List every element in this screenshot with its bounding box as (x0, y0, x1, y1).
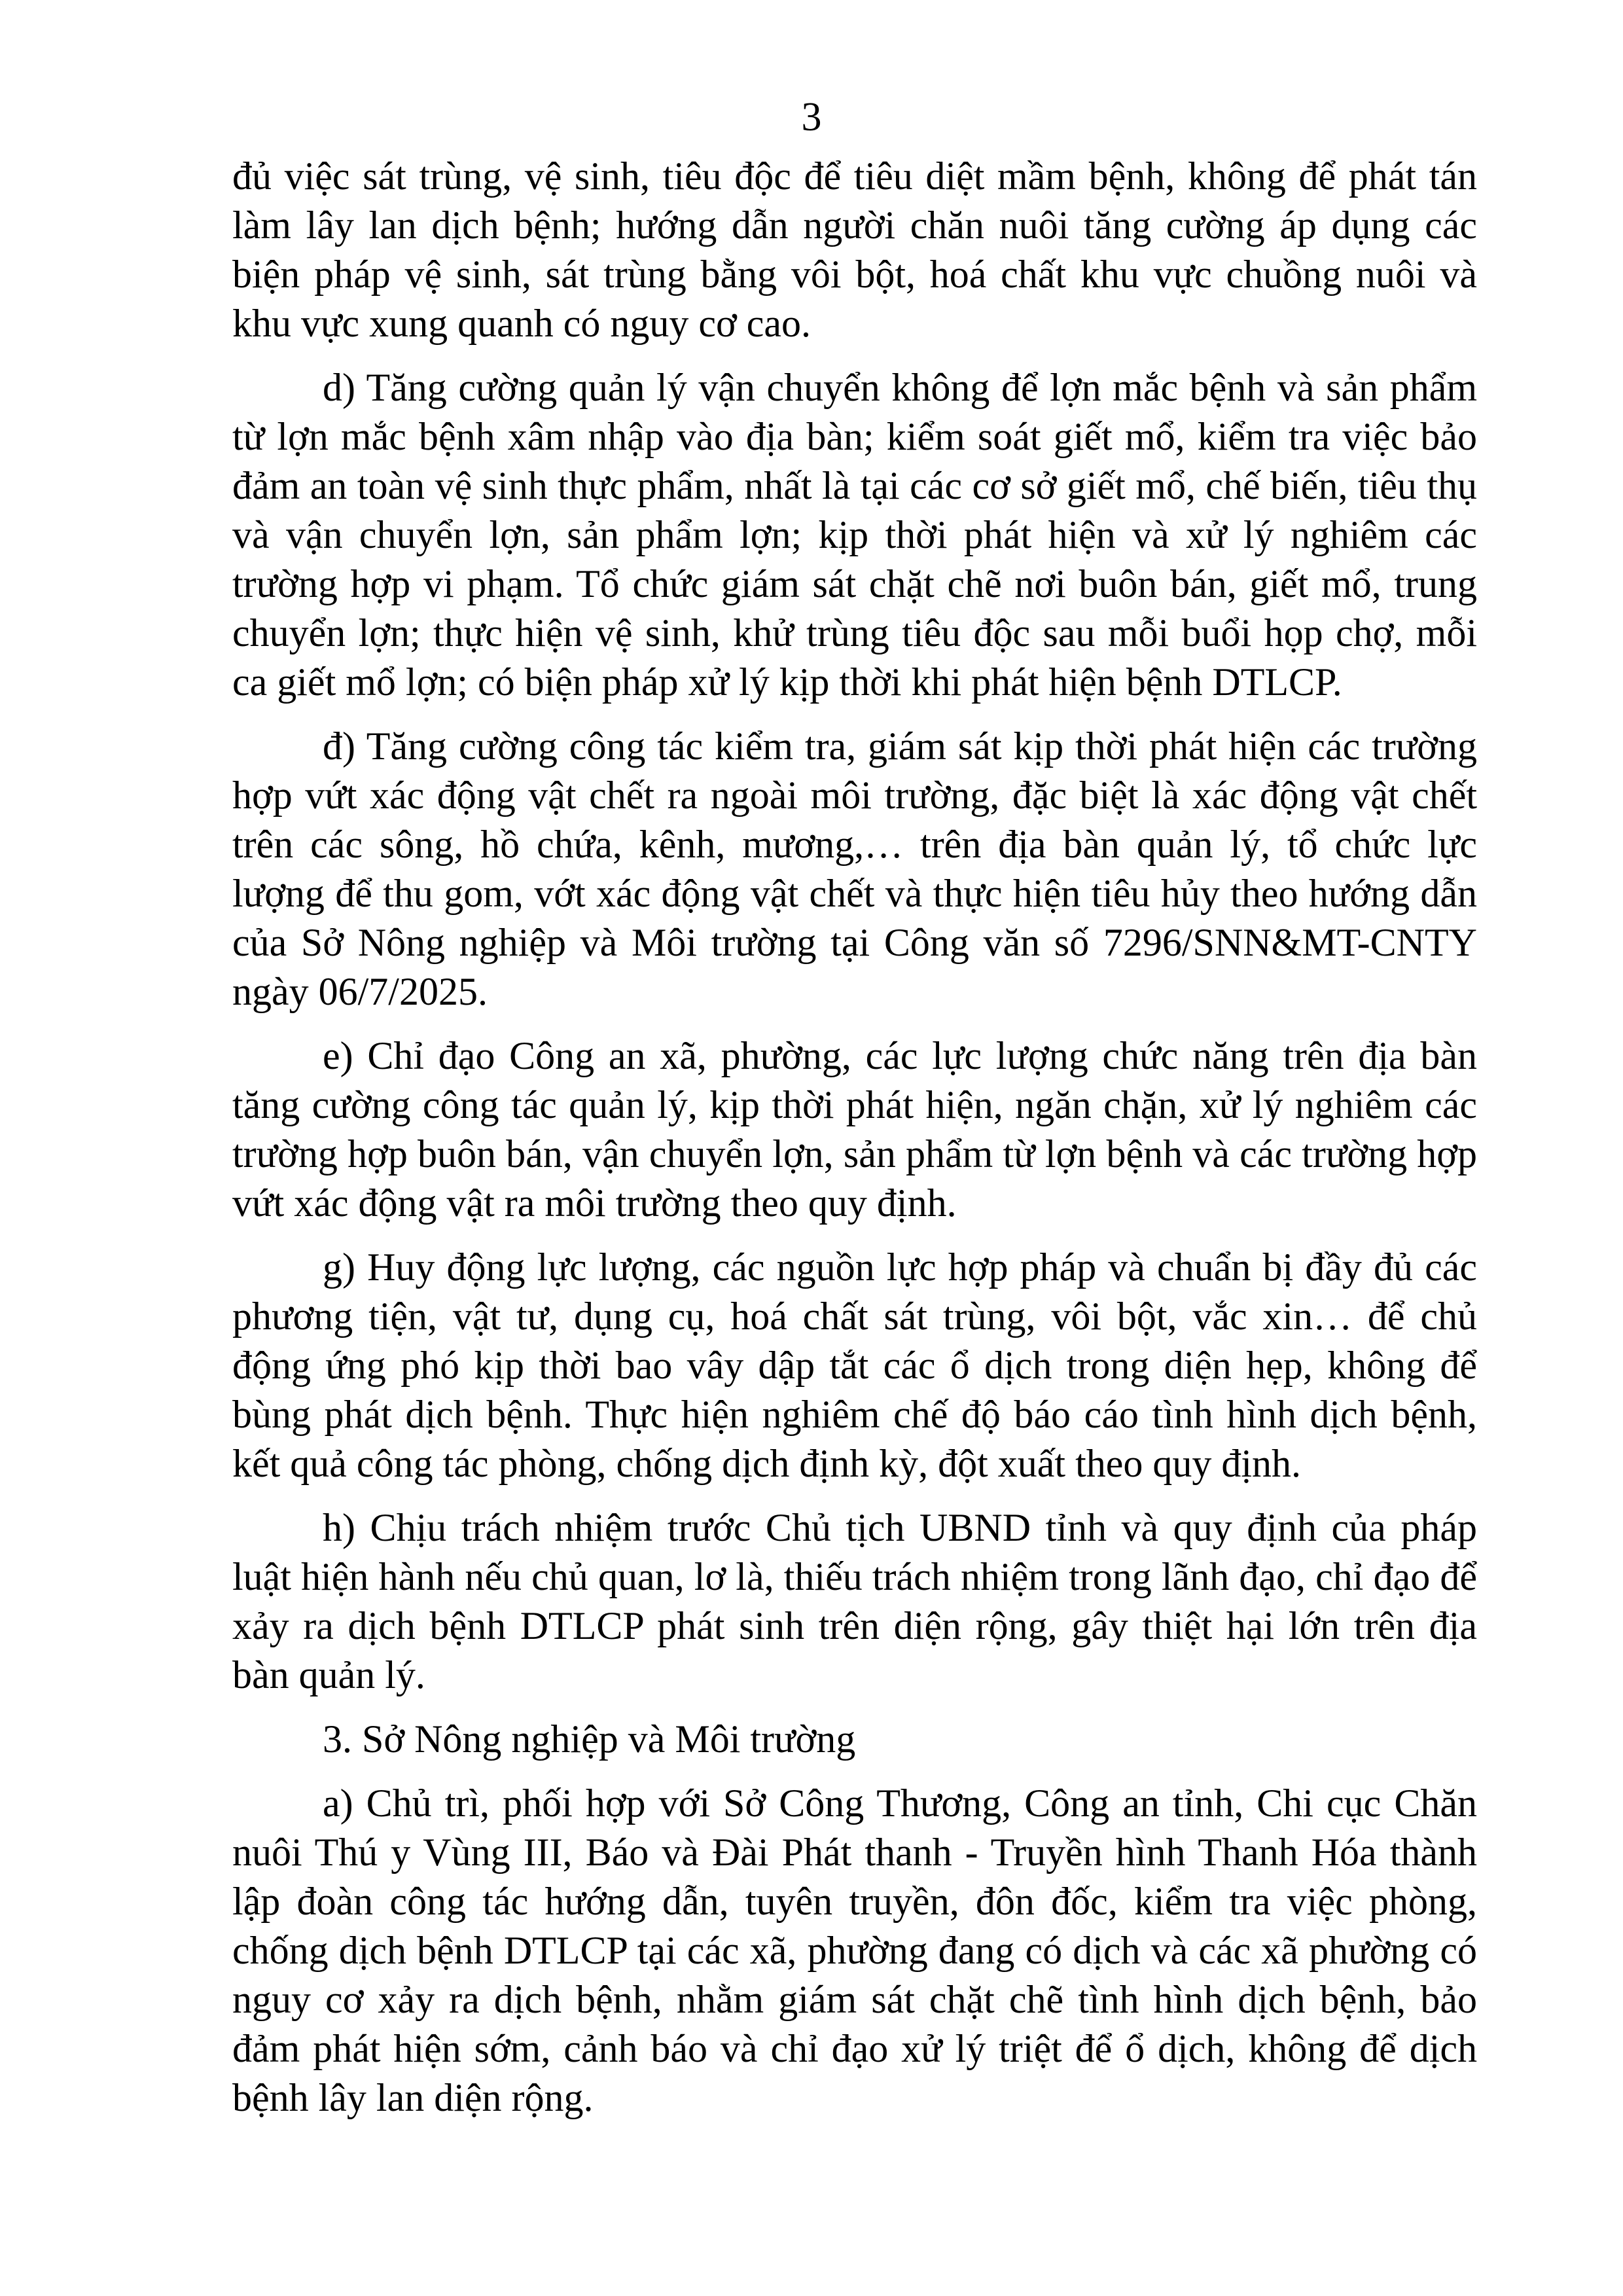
paragraph-d: d) Tăng cường quản lý vận chuyển không để lợn mắc bệnh và sản phẩm từ lợn mắc bệnh xâm nhập vào địa bàn; kiểm soát giết mổ, kiểm tra việc bảo đảm an toàn vệ sinh thực phẩm, nhất là tại các cơ sở giết mổ, chế biến, tiêu thụ và vận chuyển lợn, sản phẩm lợn; kịp thời phát hiện và xử lý nghiêm các trường hợp vi phạm. Tổ chức giám sát chặt chẽ nơi buôn bán, giết mổ, trung chuyển lợn; thực hiện vệ sinh, khử trùng tiêu độc sau mỗi buổi họp chợ, mỗi ca giết mổ lợn; có biện pháp xử lý kịp thời khi phát hiện bệnh DTLCP. (232, 366, 1477, 704)
paragraph-dd: đ) Tăng cường công tác kiểm tra, giám sát kịp thời phát hiện các trường hợp vứt xác động vật chết ra ngoài môi trường, đặc biệt là xác động vật chết trên các sông, hồ chứa, kênh, mương,… trên địa bàn quản lý, tổ chức lực lượng để thu gom, vớt xác động vật chết và thực hiện tiêu hủy theo hướng dẫn của Sở Nông nghiệp và Môi trường tại Công văn số 7296/SNN&MT-CNTY ngày 06/7/2025. (232, 725, 1477, 1013)
paragraph-e: e) Chỉ đạo Công an xã, phường, các lực lượng chức năng trên địa bàn tăng cường công tác quản lý, kịp thời phát hiện, ngăn chặn, xử lý nghiêm các trường hợp buôn bán, vận chuyển lợn, sản phẩm từ lợn bệnh và các trường hợp vứt xác động vật ra môi trường theo quy định. (232, 1034, 1477, 1225)
paragraph-h: h) Chịu trách nhiệm trước Chủ tịch UBND tỉnh và quy định của pháp luật hiện hành nếu chủ quan, lơ là, thiếu trách nhiệm trong lãnh đạo, chỉ đạo để xảy ra dịch bệnh DTLCP phát sinh trên diện rộng, gây thiệt hại lớn trên địa bàn quản lý. (232, 1506, 1477, 1696)
paragraph-g: g) Huy động lực lượng, các nguồn lực hợp pháp và chuẩn bị đầy đủ các phương tiện, vật tư, dụng cụ, hoá chất sát trùng, vôi bột, vắc xin… để chủ động ứng phó kịp thời bao vây dập tắt các ổ dịch trong diện hẹp, không để bùng phát dịch bệnh. Thực hiện nghiêm chế độ báo cáo tình hình dịch bệnh, kết quả công tác phòng, chống dịch định kỳ, đột xuất theo quy định. (232, 1246, 1477, 1485)
document-body (232, 152, 1477, 2123)
paragraph-continuation: đủ việc sát trùng, vệ sinh, tiêu độc để tiêu diệt mầm bệnh, không để phát tán làm lây lan dịch bệnh; hướng dẫn người chăn nuôi tăng cường áp dụng các biện pháp vệ sinh, sát trùng bằng vôi bột, hoá chất khu vực chuồng nuôi và khu vực xung quanh có nguy cơ cao. (232, 154, 1477, 345)
section-heading-3: 3. Sở Nông nghiệp và Môi trường (323, 1717, 856, 1761)
paragraph-3a: a) Chủ trì, phối hợp với Sở Công Thương, Công an tỉnh, Chi cục Chăn nuôi Thú y Vùng III, Báo và Đài Phát thanh - Truyền hình Thanh Hóa thành lập đoàn công tác hướng dẫn, tuyên truyền, đôn đốc, kiểm tra việc phòng, chống dịch bệnh DTLCP tại các xã, phường đang có dịch và các xã phường có nguy cơ xảy ra dịch bệnh, nhằm giám sát chặt chẽ tình hình dịch bệnh, bảo đảm phát hiện sớm, cảnh báo và chỉ đạo xử lý triệt để ổ dịch, không để dịch bệnh lây lan diện rộng. (232, 1782, 1477, 2119)
page-number: 3 (801, 95, 822, 139)
